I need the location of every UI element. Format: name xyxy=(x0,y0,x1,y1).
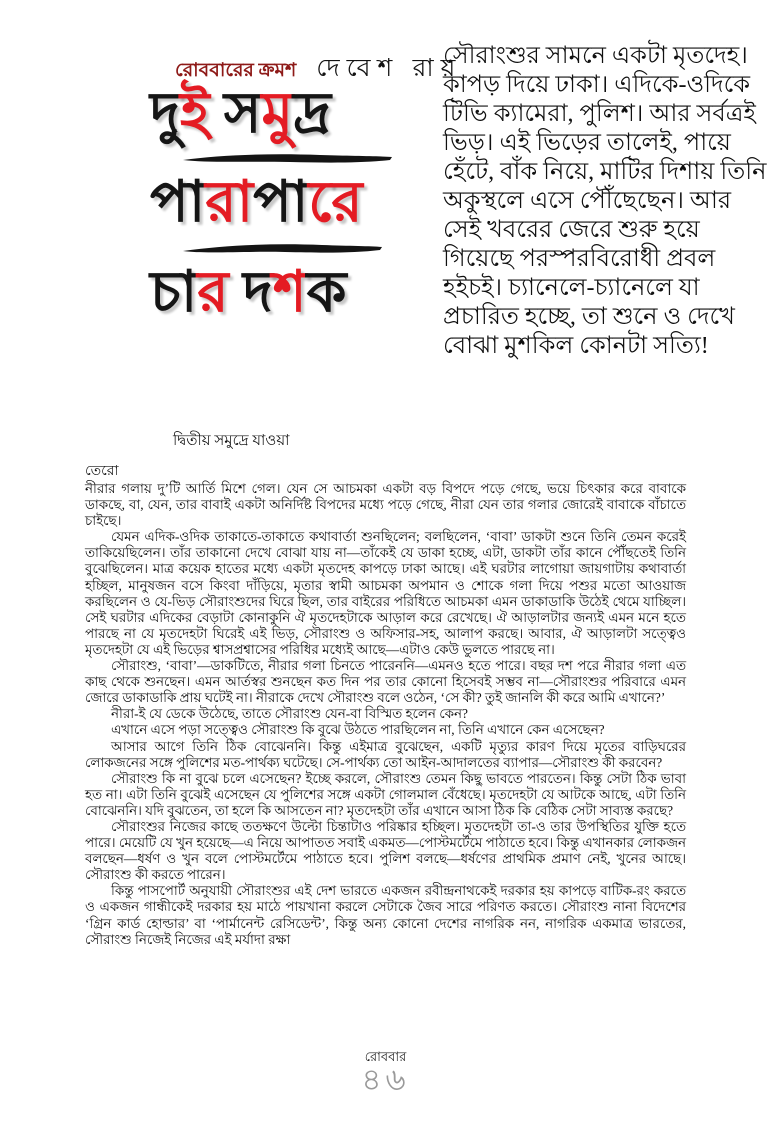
body-paragraph: নীরার গলায় দু’টি আর্তি মিশে গেল। যেন সে আচমকা একটা বড় বিপদে পড়ে গেছে, ভয়ে চিৎকার করে বাবাকে ডাকছে, বা, যেন, তার বাবাই একটা অনির্দিষ্ট বিপদের মধ্যে পড়ে গেছে, নীরা যেন তার গলার জোরেই বাবাকে বাঁচাতে চাইছে। xyxy=(85,481,686,529)
page-number: ৪৬ xyxy=(361,1062,410,1098)
brush-stroke-divider xyxy=(180,151,395,165)
page-footer xyxy=(85,1050,686,1097)
body-paragraph: যেমন এদিক-ওদিক তাকাতে-তাকাতে কথাবার্তা শুনছিলেন; বলছিলেন, ‘বাবা’ ডাকটা শুনে তিনি তেমন করেই তাকিয়েছিলেন। তাঁর তাকানো দেখে বোঝা যায় না—তাঁকেই যে ডাকা হচ্ছে, এটা, ডাকটা তাঁর কানে পৌঁছতেই তিনি বুঝেছিলেন। মাত্র কয়েক হাতের মধ্যে একটা মৃতদেহ কাপড়ে ঢাকা আছে। এই ঘরটার লাগোয়া জায়গাটায় কথাবার্তা হচ্ছিল, মানুষজন বসে কিংবা দাঁড়িয়ে, মৃতার স্বামী আচমকা অপমান ও শোকে গলা দিয়ে পশুর মতো আওয়াজ করছিলেন ও যে-ভিড় সৌরাংশুদের ঘিরে ছিল, তার বাইরের পরিধিতে আচমকা এমন ডাকাডাকি উঠেই থেমে যাচ্ছিল। সেই ঘরটার এদিকের বেড়াটা কোনাকুনি ঐ মৃতদেহটাকে আড়াল করে রেখেছে। ঐ আড়ালটার জন্যই এমন মনে হতে পারছে না যে মৃতদেহটা ঘিরেই এই ভিড়, সৌরাংশু ও অফিসার-সহ, আলাপ করছে। আবার, ঐ আড়ালটা সত্ত্বেও মৃতদেহটা যে এই ভিড়ের শ্বাসপ্রশ্বাসের পরিধির মধ্যেই আছে—এটাও কেউ ভুলতে পারছে না। xyxy=(85,529,686,657)
title-segment: শ xyxy=(272,260,307,324)
body-paragraph: নীরা-ই যে ডেকে উঠেছে, তাতে সৌরাংশু যেন-বা বিস্মিত হলেন কেন? xyxy=(111,706,468,722)
body-paragraph: সৌরাংশু কি না বুঝে চলে এসেছেন? ইচ্ছে করলে, সৌরাংশু তেমন কিছু ভাবতে পারতেন। কিন্তু সেটা ঠিক ভাবা হত না। এটা তিনি বুঝেই এসেছেন যে পুলিশের সঙ্গে একটা গোলমাল বেঁধেছে। মৃতদেহটা যে আটকে আছে, এটা তিনি বোঝেননি। যদি বুঝতেন, তা হলে কি আসতেন না? মৃতদেহটা তাঁর এখানে আসা ঠিক কি বেঠিক সেটা সাব্যস্ত করছে? xyxy=(85,770,686,818)
article-title-line-1 xyxy=(150,84,450,143)
body-paragraph: আসার আগে তিনি ঠিক বোঝেননি। কিন্তু এইমাত্র বুঝেছেন, একটি মৃত্যুর কারণ দিয়ে মৃতের বাড়িঘরের লোকজনের সঙ্গে পুলিশের মত-পার্থক্য ঘটেছে। সে-পার্থক্য তো আইন-আদালতের ব্যাপার—সৌরাংশু কী করবেন? xyxy=(85,738,686,770)
article-title-line-2 xyxy=(150,171,450,235)
lead-paragraph: সৌরাংশুর সামনে একটা মৃতদেহ। কাপড় দিয়ে ঢাকা। এদিকে-ওদিকে টিভি ক্যামেরা, পুলিশ। আর সর্বত্রই ভিড়। এই ভিড়ের তালেই, পায়ে হেঁটে, বাঁক নিয়ে, মাটির দিশায় তিনি অকুস্থলে এসে পৌঁছেছেন। আর সেই খবরের জেরে শুরু হয়ে গিয়েছে পরস্পরবিরোধী প্রবল হইচই। চ্যানেলে-চ্যানেলে যা প্রচারিত হচ্ছে, তা শুনে ও দেখে বোঝা মুশকিল কোনটা সত্যি! xyxy=(443,43,767,359)
serial-label: রোববারের ক্রমশ xyxy=(175,60,297,81)
article-title xyxy=(150,84,450,322)
title-segment: পা xyxy=(150,171,206,235)
article-title-line-3 xyxy=(150,260,450,324)
title-segment: মু xyxy=(261,82,294,145)
title-segment: ই xyxy=(179,82,210,145)
body-paragraph: এখানে এসে পড়া সত্ত্বেও সৌরাংশু কি বুঝে উঠতে পারছিলেন না, তিনি এখানে কেন এসেছেন? xyxy=(111,722,605,738)
chapter-number: তেরো xyxy=(85,464,119,479)
body-paragraph: সৌরাংশু, ‘বাবা’—ডাকটিতে, নীরার গলা চিনতে পারেননি—এমনও হতে পারে। বছর দশ পরে নীরার গলা এত কাছ থেকে শুনছেন। এমন আর্তস্বর শুনছেন কত দিন পর তার কোনো হিসেবই সম্ভব না—সৌরাংশুর পরিবারে এমন জোরে ডাকাডাকি প্রায় ঘটেই না। নীরাকে দেখে সৌরাংশু বলে ওঠেন, ‘সে কী? তুই জানলি কী করে আমি এখানে?’ xyxy=(85,658,686,706)
author-name: দেবেশ রায় xyxy=(316,55,463,82)
body-paragraph: কিন্তু পাসপোর্ট অনুযায়ী সৌরাংশুর এই দেশ ভারতে একজন রবীন্দ্রনাথকেই দরকার হয় কাপড়ে বাটিক-রং করতে ও একজন গান্ধীকেই দরকার হয় মাঠে পায়খানা করলে সেটাকে জৈব সারে পরিণত করতে। সৌরাংশু নানা বিদেশের ‘গ্রিন কার্ড হোল্ডার’ বা ‘পার্মানেন্ট রেসিডেন্ট’, কিন্তু অন্য কোনো দেশের নাগরিক নন, নাগরিক একমাত্র ভারতের, সৌরাংশু নিজেই নিজের এই মর্যাদা রক্ষা xyxy=(85,883,686,947)
title-segment: পা xyxy=(253,171,309,235)
title-segment: ক xyxy=(306,260,347,324)
series-subtitle: দ্বিতীয় সমুদ্রে যাওয়া xyxy=(173,433,290,449)
title-segment: দ xyxy=(228,260,273,324)
title-segment: রা xyxy=(205,171,254,235)
article-body xyxy=(85,481,686,948)
title-segment: দ্র xyxy=(293,82,332,145)
title-segment: স xyxy=(209,82,262,145)
body-paragraph: সৌরাংশুর নিজের কাছে ততক্ষণে উল্টো চিন্তাটাও পরিষ্কার হচ্ছিল। মৃতদেহটা তা-ও তার উপস্থিতির যুক্তি হতে পারে। মেয়েটি যে খুন হয়েছে—এ নিয়ে আপাতত সবাই একমত—পোস্টমর্টেমে পাঠাতে হবে। কিন্তু এখানকার লোকজন বলছেন—ধর্ষণ ও খুন বলে পোস্টমর্টেমে পাঠাতে হবে। পুলিশ বলছে—ধর্ষণের প্রাথমিক প্রমাণ নেই, খুনের আছে। সৌরাংশু কী করতে পারেন। xyxy=(85,818,686,883)
title-segment: র xyxy=(197,260,229,324)
magazine-name: রোববার xyxy=(364,1049,407,1064)
title-segment: চা xyxy=(150,260,198,324)
brush-stroke-divider xyxy=(180,241,385,255)
title-segment: রে xyxy=(308,171,363,235)
title-segment: দু xyxy=(150,82,180,145)
